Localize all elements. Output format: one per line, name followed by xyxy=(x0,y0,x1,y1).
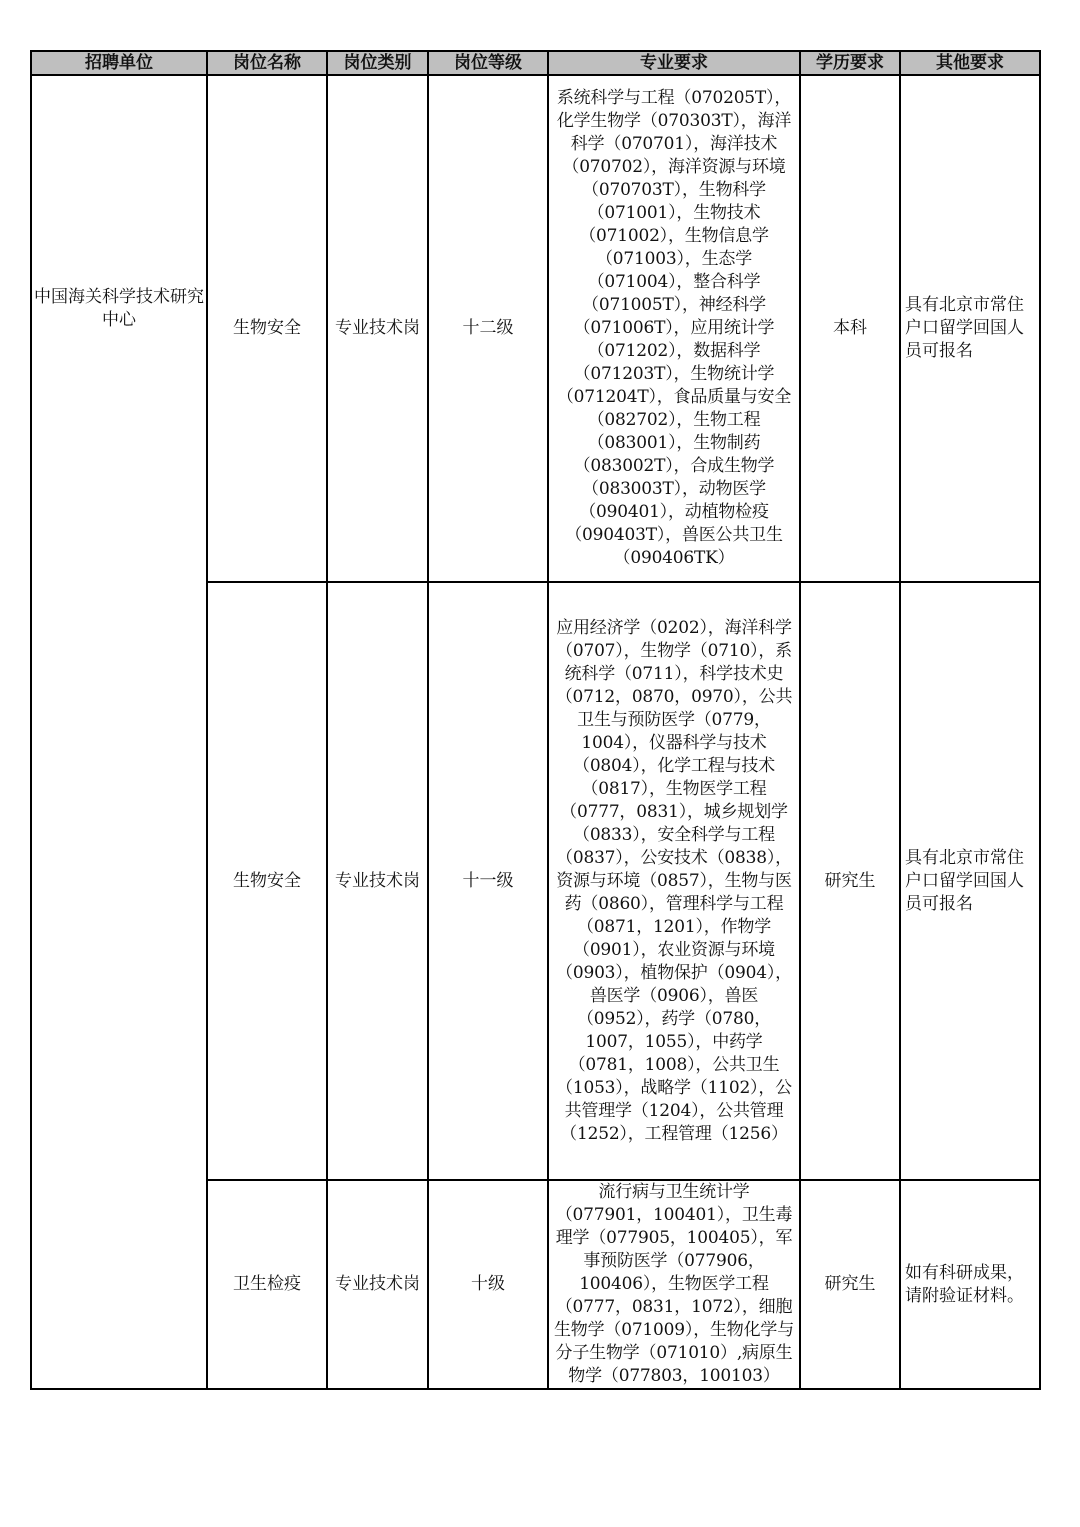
level-cell: 十一级 xyxy=(428,582,548,1180)
category-cell: 专业技术岗 xyxy=(327,582,428,1180)
category-cell: 专业技术岗 xyxy=(327,75,428,582)
position-cell: 生物安全 xyxy=(207,75,327,582)
position-cell: 生物安全 xyxy=(207,582,327,1180)
recruitment-sheet xyxy=(30,50,1041,1390)
level-cell: 十级 xyxy=(428,1180,548,1389)
major-cell: 系统科学与工程（070205T），化学生物学（070303T），海洋科学（070701），海洋技术（070702），海洋资源与环境（070703T），生物科学（071001），生物技术（071002），生物信息学（071003），生态学（071004），整合科学（071005T），神经科学（071006T），应用统计学（071202），数据科学（071203T），生物统计学（071204T），食品质量与安全（082702），生物工程（083001），生物制药（083002T），合成生物学（083003T），动物医学（090401），动植物检疫（090403T），兽医公共卫生（090406TK） xyxy=(548,75,800,582)
header-unit: 招聘单位 xyxy=(31,51,207,75)
education-cell: 本科 xyxy=(800,75,900,582)
other-cell: 具有北京市常住户口留学回国人员可报名 xyxy=(900,582,1040,1180)
category-cell: 专业技术岗 xyxy=(327,1180,428,1389)
table-row xyxy=(31,75,1040,582)
header-category: 岗位类别 xyxy=(327,51,428,75)
position-cell: 卫生检疫 xyxy=(207,1180,327,1389)
other-cell: 具有北京市常住户口留学回国人员可报名 xyxy=(900,75,1040,582)
header-other: 其他要求 xyxy=(900,51,1040,75)
education-cell: 研究生 xyxy=(800,1180,900,1389)
recruitment-table xyxy=(30,50,1041,1390)
header-education: 学历要求 xyxy=(800,51,900,75)
education-cell: 研究生 xyxy=(800,582,900,1180)
level-cell: 十二级 xyxy=(428,75,548,582)
header-row xyxy=(31,51,1040,75)
unit-cell: 中国海关科学技术研究中心 xyxy=(31,75,207,1389)
major-cell: 应用经济学（0202），海洋科学（0707），生物学（0710），系统科学（0711），科学技术史（0712，0870，0970），公共卫生与预防医学（0779，1004），仪器科学与技术（0804），化学工程与技术（0817），生物医学工程（0777，0831），城乡规划学（0833），安全科学与工程（0837），公安技术（0838），资源与环境（0857），生物与医药（0860），管理科学与工程（0871，1201），作物学（0901），农业资源与环境（0903），植物保护（0904），兽医学（0906），兽医（0952），药学（0780，1007，1055），中药学（0781，1008），公共卫生（1053），战略学（1102），公共管理学（1204），公共管理（1252），工程管理（1256） xyxy=(548,582,800,1180)
major-cell: 流行病与卫生统计学（077901，100401），卫生毒理学（077905，100405），军事预防医学（077906，100406），生物医学工程（0777，0831，1072），细胞生物学（071009），生物化学与分子生物学（071010）,病原生物学（077803，100103） xyxy=(548,1180,800,1389)
header-major: 专业要求 xyxy=(548,51,800,75)
other-cell: 如有科研成果，请附验证材料。 xyxy=(900,1180,1040,1389)
header-position: 岗位名称 xyxy=(207,51,327,75)
header-level: 岗位等级 xyxy=(428,51,548,75)
